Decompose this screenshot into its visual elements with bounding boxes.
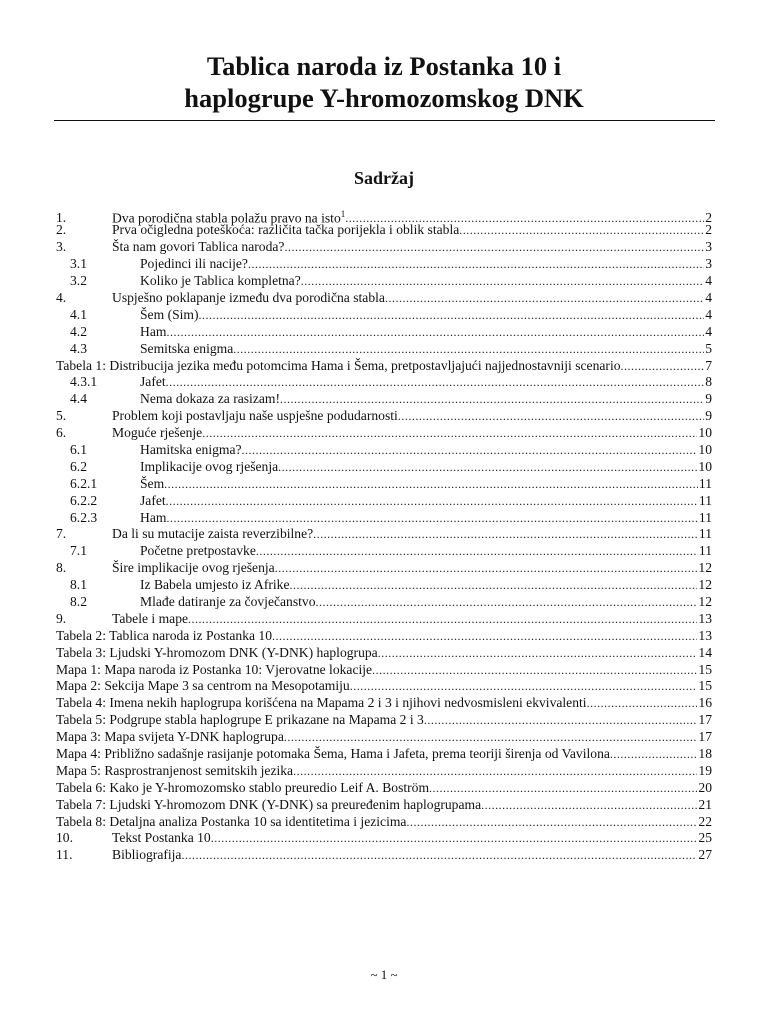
toc-heading: Sadržaj [354,168,414,188]
toc-entry-title: Tabela 8: Detaljna analiza Postanka 10 sa identitetima i jezicima [56,813,407,829]
table-of-contents [56,206,712,865]
toc-entry-number: 3.2 [70,273,87,289]
page-footer: ~ 1 ~ [370,967,398,982]
toc-dot-leader [256,543,698,560]
toc-entry-page: 4 [705,306,712,322]
toc-entry-title: Tabela 4: Imena nekih haplogrupa korišćena na Mapama 2 i 3 i njihovi nedvosmisleni ekvivalenti [56,695,587,711]
toc-entry-page: 3 [705,239,712,255]
toc-entry-number: 2. [56,222,67,238]
toc-dot-leader [398,408,704,425]
toc-dot-leader [289,577,697,594]
toc-entry[interactable] [56,374,712,391]
toc-entry[interactable] [56,830,712,847]
toc-entry-title: Šire implikacije ovog rješenja [112,560,275,576]
toc-entry-number: 10. [56,830,73,846]
toc-entry[interactable] [56,746,712,763]
toc-entry-title: Bibliografija [112,847,182,863]
toc-entry[interactable] [56,712,712,729]
toc-dot-leader [372,662,697,679]
toc-entry-title: Da li su mutacije zaista reverzibilne? [112,526,314,542]
toc-entry-page: 12 [698,577,712,593]
toc-entry[interactable] [56,256,712,273]
footnote-marker[interactable]: 1 [340,208,346,219]
toc-entry-title: Pojedinci ili nacije? [140,256,248,272]
toc-entry-page: 11 [698,509,712,525]
toc-entry[interactable] [56,814,712,831]
toc-entry-title: Mapa 5: Rasprostranjenost semitskih jezika [56,762,294,778]
title-divider [54,120,715,121]
toc-entry-page: 4 [705,323,712,339]
toc-entry-page: 9 [705,391,712,407]
toc-entry[interactable] [56,510,712,527]
toc-entry-title: Iz Babela umjesto iz Afrike [140,577,290,593]
toc-entry-page: 11 [698,475,712,491]
toc-entry-number: 4.3 [70,340,87,356]
toc-dot-leader [242,442,698,459]
title-line-1: Tablica naroda iz Postanka 10 i [206,51,562,81]
toc-entry-title: Mapa 4: Približno sadašnje rasijanje potomaka Šema, Hama i Jafeta, prema teoriji širenja od Vavilona [56,746,610,761]
toc-entry-page: 15 [698,661,712,677]
toc-entry-title: Tabela 3: Ljudski Y-hromozom DNK (Y-DNK) haplogrupa [56,644,378,660]
toc-entry[interactable] [56,526,712,543]
toc-entry[interactable] [56,425,712,442]
toc-entry-page: 16 [698,695,712,711]
toc-entry[interactable] [56,560,712,577]
toc-entry-page: 14 [698,644,712,660]
toc-entry-page: 3 [705,256,712,272]
toc-entry-page: 11 [698,492,712,508]
toc-entry-page: 20 [698,779,712,795]
toc-entry[interactable] [56,594,712,611]
toc-entry-page: 17 [698,729,712,745]
toc-dot-leader [284,729,698,746]
toc-dot-leader [459,222,704,239]
toc-dot-leader [211,830,698,847]
toc-entry-title: Implikacije ovog rješenja [140,458,279,474]
toc-entry[interactable] [56,459,712,476]
toc-entry[interactable] [56,408,712,425]
toc-entry[interactable] [56,391,712,408]
toc-dot-leader [166,510,697,527]
toc-entry-number: 6.2.1 [70,475,98,491]
toc-entry[interactable] [56,543,712,560]
toc-entry-number: 4.4 [70,391,87,407]
toc-entry-title: Ham [140,323,167,339]
toc-dot-leader [378,645,698,662]
toc-entry-title: Semitska enigma [140,340,234,356]
toc-entry-page: 18 [698,746,712,761]
toc-entry-title: Mapa 3: Mapa svijeta Y-DNK haplogrupa [56,729,284,745]
toc-entry-number: 3. [56,239,67,255]
toc-entry-title: Ham [140,509,167,525]
toc-entry-number: 8.2 [70,593,87,609]
toc-dot-leader [188,611,697,628]
toc-entry-title: Šem (Sim) [140,306,199,322]
toc-entry-number: 4.2 [70,323,87,339]
toc-entry-title: Jafet [140,374,166,390]
toc-entry-title: Prva očigledna poteškoća: različita tačka porijekla i oblik stabla [112,222,460,238]
toc-entry-number: 6.2.2 [70,492,98,508]
toc-dot-leader [199,307,705,324]
toc-entry[interactable] [56,239,712,256]
toc-dot-leader [481,797,697,814]
toc-entry-number: 11. [56,847,73,863]
toc-entry-title: Tabela 5: Podgrupe stabla haplogrupe E prikazane na Mapama 2 i 3 [56,712,424,728]
toc-entry[interactable] [56,206,712,226]
toc-entry[interactable] [56,763,712,780]
toc-entry-number: 5. [56,408,67,424]
toc-dot-leader [385,290,704,307]
toc-entry[interactable] [56,290,712,307]
toc-dot-leader [429,780,697,797]
toc-entry-title: Početne pretpostavke [140,543,256,559]
toc-entry[interactable] [56,729,712,746]
toc-dot-leader [621,358,705,375]
toc-entry-title: Uspješno poklapanje između dva porodična stabla [112,289,385,305]
toc-entry[interactable] [56,307,712,324]
toc-entry-title: Tekst Postanka 10 [112,830,211,846]
toc-entry-number: 6. [56,425,67,441]
toc-entry-page: 10 [698,425,712,441]
toc-entry-number: 6.2.3 [70,509,98,525]
toc-dot-leader [424,712,698,729]
toc-entry[interactable] [56,493,712,510]
toc-dot-leader [350,678,698,695]
toc-dot-leader [164,476,698,493]
toc-entry[interactable] [56,611,712,628]
toc-entry[interactable] [56,273,712,290]
toc-entry-number: 3.1 [70,256,87,272]
toc-entry[interactable] [56,476,712,493]
toc-entry-number: 6.2 [70,458,87,474]
toc-entry-page: 21 [698,796,712,812]
toc-entry-number: 4. [56,289,67,305]
toc-entry-number: 7.1 [70,543,87,559]
toc-dot-leader [166,374,705,391]
toc-dot-leader [610,746,698,763]
toc-dot-leader [313,526,698,543]
toc-entry[interactable] [56,645,712,662]
toc-dot-leader [202,425,697,442]
toc-entry-page: 12 [698,560,712,576]
toc-entry-title: Mapa 1: Mapa naroda iz Postanka 10: Vjerovatne lokacije [56,661,373,677]
toc-entry-number: 7. [56,526,67,542]
toc-dot-leader [166,493,698,510]
toc-dot-leader [284,239,704,256]
toc-entry-page: 11 [698,543,712,559]
toc-entry-title: Tabela 1: Distribucija jezika među potomcima Hama i Šema, pretpostavljajući najjednostavniji scenario [56,357,621,373]
toc-entry[interactable] [56,662,712,679]
toc-entry[interactable] [56,847,712,864]
toc-dot-leader [233,341,704,358]
toc-entry[interactable] [56,797,712,814]
toc-entry-page: 12 [698,593,712,609]
toc-entry[interactable] [56,358,712,375]
toc-dot-leader [181,847,697,864]
toc-dot-leader [275,560,698,577]
toc-entry[interactable] [56,678,712,695]
toc-entry-page: 2 [705,222,712,238]
toc-entry-title: Moguće rješenje [112,425,203,441]
toc-dot-leader [293,763,697,780]
toc-entry[interactable] [56,628,712,645]
toc-entry-number: 6.1 [70,441,87,457]
toc-entry-title: Tabela 2: Tablica naroda iz Postanka 10 [56,627,273,643]
toc-entry-title: Šta nam govori Tablica naroda? [112,239,285,255]
toc-entry[interactable] [56,324,712,341]
toc-entry-number: 8. [56,560,67,576]
toc-entry[interactable] [56,695,712,712]
toc-entry[interactable] [56,442,712,459]
toc-dot-leader [316,594,698,611]
toc-entry-title: Mlađe datiranje za čovječanstvo [140,593,316,609]
toc-dot-leader [278,459,697,476]
toc-entry-page: 25 [698,830,712,846]
toc-entry-page: 8 [705,374,712,390]
toc-entry-page: 7 [705,357,712,373]
toc-entry-number: 4.3.1 [70,374,98,390]
toc-entry-page: 10 [698,458,712,474]
toc-entry-title: Jafet [140,492,166,508]
toc-dot-leader [272,628,697,645]
toc-dot-leader [301,273,704,290]
toc-entry[interactable] [56,341,712,358]
toc-entry-page: 11 [698,526,712,542]
toc-entry-title: Tabela 7: Ljudski Y-hromozom DNK (Y-DNK) sa preuređenim haplogrupama [56,796,482,812]
toc-entry-title: Problem koji postavljaju naše uspješne podudarnosti [112,408,398,424]
toc-entry[interactable] [56,780,712,797]
toc-entry[interactable] [56,577,712,594]
toc-entry-title: Nema dokaza za rasizam! [140,391,281,407]
toc-entry-page: 15 [698,678,712,694]
toc-entry-title: Koliko je Tablica kompletna? [140,273,301,289]
toc-dot-leader [166,324,704,341]
toc-entry[interactable] [56,222,712,239]
toc-entry-page: 19 [698,762,712,778]
toc-entry-number: 9. [56,610,67,626]
toc-entry-page: 10 [698,441,712,457]
toc-entry-page: 17 [698,712,712,728]
toc-entry-number: 8.1 [70,577,87,593]
title-line-2: haplogrupe Y-hromozomskog DNK [184,83,584,113]
toc-dot-leader [248,256,704,273]
document-title [54,50,714,114]
toc-entry-number: 1. [56,210,67,226]
toc-entry-number: 4.1 [70,306,87,322]
toc-entry-title: Mapa 2: Sekcija Mape 3 sa centrom na Mesopotamiju [56,678,350,694]
toc-entry-title: Tabele i mape [112,610,189,626]
toc-entry-title: Šem [140,475,165,491]
toc-entry-page: 13 [698,627,712,643]
toc-entry-page: 13 [698,610,712,626]
toc-dot-leader [587,695,698,712]
toc-dot-leader [406,814,697,831]
toc-entry-title: Tabela 6: Kako je Y-hromozomsko stablo preuredio Leif A. Boström [56,779,430,795]
toc-entry-page: 5 [705,340,712,356]
toc-entry-title: Dva porodična stabla polažu pravo na isto$^1$ [112,208,346,226]
toc-entry-page: 2 [705,210,712,226]
toc-entry-page: 9 [705,408,712,424]
toc-entry-title: Hamitska enigma? [140,441,242,457]
toc-entry-page: 4 [705,273,712,289]
toc-entry-page: 27 [698,847,712,863]
toc-entry-page: 4 [705,289,712,305]
toc-entry-page: 22 [698,813,712,829]
toc-dot-leader [280,391,704,408]
